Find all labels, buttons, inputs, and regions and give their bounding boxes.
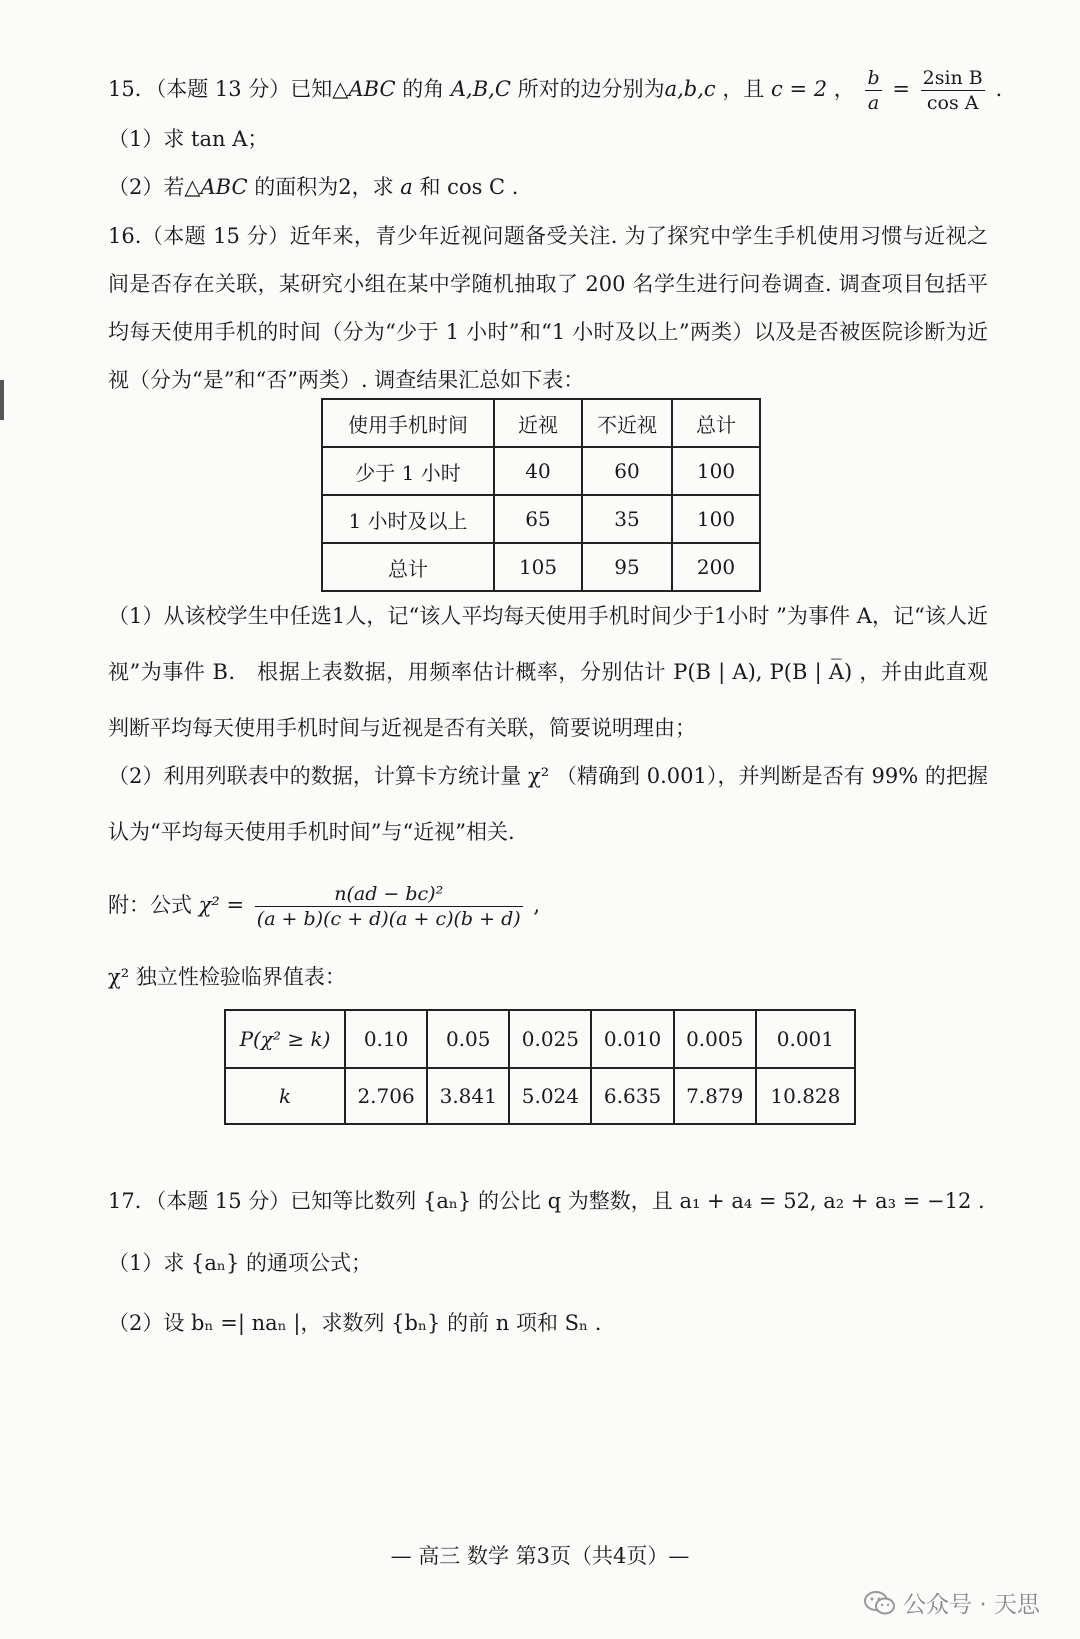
table-cell: 35 <box>582 495 672 543</box>
q15-p2-text: 的面积为2，求 <box>247 175 401 199</box>
q15-triangle: ABC <box>348 77 396 101</box>
table-row <box>225 1010 855 1068</box>
table-row <box>225 1068 855 1124</box>
table-cell: 0.10 <box>345 1010 427 1068</box>
table-cell: 60 <box>582 447 672 495</box>
table-cell: 100 <box>672 447 760 495</box>
table-cell: 6.635 <box>591 1068 673 1124</box>
frac-den: cos A <box>926 92 979 114</box>
table-cell: 0.010 <box>591 1010 673 1068</box>
q15-p2-tri: ABC <box>200 175 248 199</box>
table-cell: 95 <box>582 543 672 591</box>
table-header-row <box>322 399 760 447</box>
table-cell: 2.706 <box>345 1068 427 1124</box>
period: . <box>988 77 1003 101</box>
q15-sides: a,b,c <box>664 77 716 101</box>
q16-part1: （1）从该校学生中任选1人，记“该人平均每天使用手机时间少于1小时 ”为事件 A，记“该人近视”为事件 B． 根据上表数据，用频率估计概率，分别估计 P(B | A), P(B | A̅) ，并由此直观判断平均每天使用手机时间与近视是否有关联，简要说明理由； <box>108 604 988 740</box>
table-cell: 40 <box>494 447 582 495</box>
critical-value-table <box>224 1009 856 1125</box>
frac-num: b <box>867 67 880 89</box>
table-cell: 少于 1 小时 <box>322 447 494 495</box>
q17-part2: （2）设 bₙ =| naₙ |，求数列 {bₙ} 的前 n 项和 Sₙ . <box>108 1311 602 1335</box>
q17-part1: （1）求 {aₙ} 的通项公式； <box>108 1251 373 1275</box>
formula-label: 附：公式 <box>108 893 199 917</box>
q17-statement: 17．（本题 15 分）已知等比数列 {aₙ} 的公比 q 为整数，且 a₁ + a₄ = 52, a₂ + a₃ = −12 . <box>108 1189 985 1213</box>
table-header: 总计 <box>672 399 760 447</box>
scan-margin-mark <box>0 380 4 420</box>
table-row <box>322 447 760 495</box>
frac-num: 2sin B <box>922 67 983 89</box>
q15-text: 的角 <box>395 77 451 101</box>
q15-p2-text: （2）若△ <box>108 175 201 199</box>
table-cell: 105 <box>494 543 582 591</box>
q15-text: ， <box>827 77 855 101</box>
table-cell: k <box>225 1068 345 1124</box>
watermark <box>863 1586 1040 1619</box>
table-cell: 5.024 <box>509 1068 591 1124</box>
wechat-icon <box>863 1589 897 1617</box>
equals: = <box>885 77 917 101</box>
q16-part2: （2）利用列联表中的数据，计算卡方统计量 χ² （精确到 0.001），并判断是否有 99% 的把握认为“平均每天使用手机时间”与“近视”相关. <box>108 764 988 844</box>
critical-table-title: χ² 独立性检验临界值表： <box>108 965 346 989</box>
fraction-2sinB-over-cosA <box>921 66 985 115</box>
table-cell: 65 <box>494 495 582 543</box>
q15-p2-var: a <box>400 175 413 199</box>
table-cell: 0.005 <box>674 1010 756 1068</box>
table-cell: 0.025 <box>509 1010 591 1068</box>
chi-square-formula <box>108 878 988 932</box>
comma: , <box>526 893 541 917</box>
q15-text: ，且 <box>715 77 772 101</box>
table-cell: 总计 <box>322 543 494 591</box>
q16-intro: 16.（本题 15 分）近年来，青少年近视问题备受关注. 为了探究中学生手机使用习惯与近视之间是否存在关联，某研究小组在某中学随机抽取了 200 名学生进行问卷调查. 调查项目包括平均每天使用手机的时间（分为“少于 1 小时”和“1 小时及以上”两类）以及是否被医院诊断为近视（分为“是”和“否”两类）. 调查结果汇总如下表： <box>108 224 988 392</box>
frac-num: n(ad − bc)² <box>255 882 523 907</box>
table-cell: 3.841 <box>427 1068 509 1124</box>
table-cell: P(χ² ≥ k) <box>225 1010 345 1068</box>
q15-text: 所对的边分别为 <box>510 77 665 101</box>
q15-head: 15．（本题 13 分）已知△ <box>108 77 349 101</box>
page-footer: — 高三 数学 第3页（共4页）— <box>390 1544 690 1568</box>
table-row <box>322 543 760 591</box>
fraction-b-over-a <box>865 66 881 115</box>
table-cell: 10.828 <box>756 1068 855 1124</box>
q15-statement <box>108 66 1003 115</box>
table-header: 使用手机时间 <box>322 399 494 447</box>
q15-p2-text: 和 cos C . <box>412 175 519 199</box>
formula-lhs: χ² = <box>198 893 251 917</box>
table-header: 近视 <box>494 399 582 447</box>
formula-fraction <box>255 882 523 931</box>
watermark-text: 公众号 · 天思 <box>903 1592 1040 1618</box>
table-cell: 100 <box>672 495 760 543</box>
table-cell: 7.879 <box>674 1068 756 1124</box>
frac-den: (a + b)(c + d)(a + c)(b + d) <box>256 908 521 930</box>
frac-den: a <box>867 92 880 114</box>
table-cell: 1 小时及以上 <box>322 495 494 543</box>
q15-condition: c = 2 <box>771 77 828 101</box>
q15-part1: （1）求 tan A； <box>108 127 269 151</box>
table-cell: 200 <box>672 543 760 591</box>
table-cell: 0.05 <box>427 1010 509 1068</box>
table-header: 不近视 <box>582 399 672 447</box>
survey-table <box>321 398 761 592</box>
q15-angles: A,B,C <box>450 77 511 101</box>
table-cell: 0.001 <box>756 1010 855 1068</box>
table-row <box>322 495 760 543</box>
q15-part2 <box>108 172 988 202</box>
